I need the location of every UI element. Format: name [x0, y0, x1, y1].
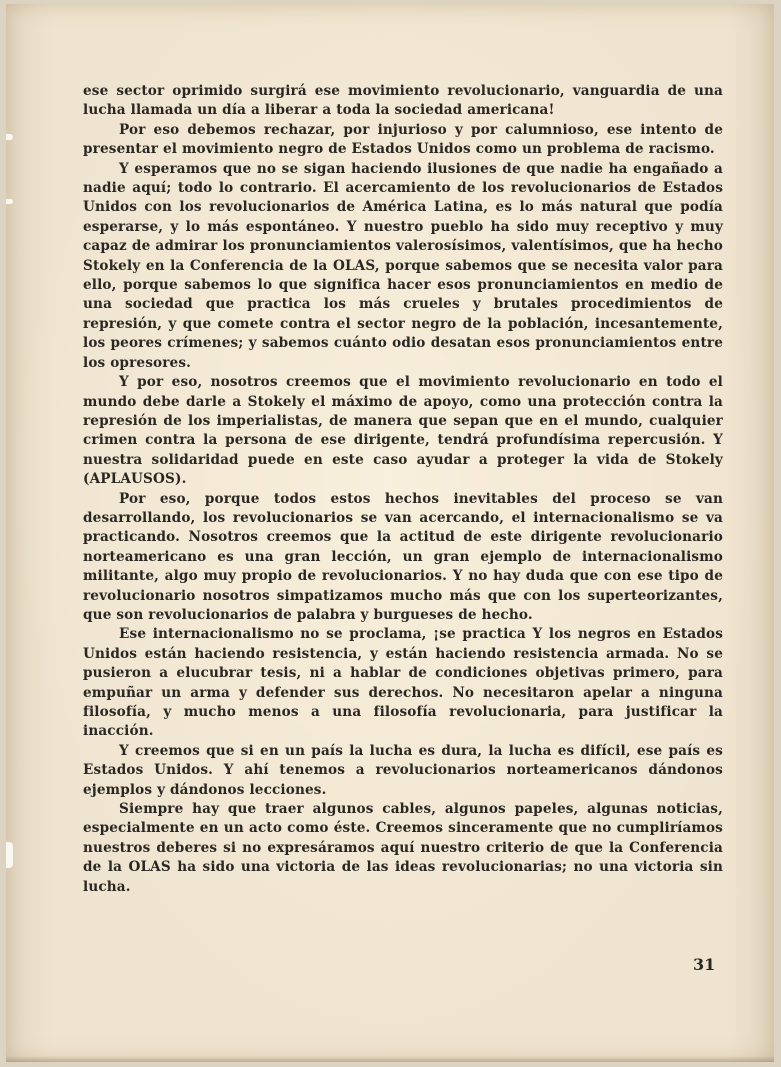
paragraph: Por eso debemos rechazar, por injurioso y por calumnioso, ese intento de presentar el movimiento negro de Estados Unidos como un problema de racismo. [83, 121, 723, 158]
body-text [83, 82, 723, 897]
paragraph: Y esperamos que no se sigan haciendo ilusiones de que nadie ha engañado a nadie aquí; todo lo contrario. El acercamiento de los revolucionarios de Estados Unidos con los revolucionarios de América Latina, es lo más natural que podía esperarse, y lo más espontáneo. Y nuestro pueblo ha sido muy receptivo y muy capaz de admirar los pronunciamientos valerosísimos, valentísimos, que ha hecho Stokely en la Conferencia de la OLAS, porque sabemos que se necesita valor para ello, porque sabemos lo que significa hacer esos pronunciamientos en medio de una sociedad que practica los más crueles y brutales procedimientos de represión, y que comete contra el sector negro de la población, incesantemente, los peores crímenes; y sabemos cuánto odio desatan esos pronunciamientos entre los opresores. [83, 160, 723, 371]
binding-mark [6, 199, 13, 204]
paragraph: Siempre hay que traer algunos cables, algunos papeles, algunas noticias, especialmente en un acto como éste. Creemos sinceramente que no cumpliríamos nuestros deberes si no expresáramos aquí nuestro criterio de que la Conferencia de la OLAS ha sido una victoria de las ideas revolucionarias; no una victoria sin lucha. [83, 801, 723, 895]
page-number: 31 [693, 955, 716, 974]
paragraph: ese sector oprimido surgirá ese movimiento revolucionario, vanguardia de una lucha llamada un día a liberar a toda la sociedad americana! [83, 83, 723, 119]
binding-mark [6, 134, 13, 140]
paragraph: Y creemos que si en un país la lucha es dura, la lucha es difícil, ese país es Estados Unidos. Y ahí tenemos a revolucionarios norteamericanos dándonos ejemplos y dándonos lecciones. [83, 742, 723, 798]
paragraph: Ese internacionalismo no se proclama, ¡se practica Y los negros en Estados Unidos están haciendo resistencia, y están haciendo resistencia armada. No se pusieron a elucubrar tesis, ni a hablar de condiciones objetivas primero, para empuñar un arma y defender sus derechos. No necesitaron apelar a ninguna filosofía, y mucho menos a una filosofía revolucionaria, para justificar la inacción. [83, 626, 723, 740]
binding-mark [6, 842, 13, 868]
paragraph: Y por eso, nosotros creemos que el movimiento revolucionario en todo el mundo debe darle a Stokely el máximo de apoyo, como una protección contra la represión de los imperialistas, de manera que sepan que en el mundo, cualquier crimen contra la persona de ese dirigente, tendrá profundísima repercusión. Y nuestra solidaridad puede en este caso ayudar a proteger la vida de Stokely (APLAUSOS). [83, 374, 723, 488]
page-edge [6, 1056, 774, 1062]
paragraph: Por eso, porque todos estos hechos inevitables del proceso se van desarrollando, los revolucionarios se van acercando, el internacionalismo se va practicando. Nosotros creemos que la actitud de este dirigente revolucionario norteamericano es una gran lección, un gran ejemplo de internacionalismo militante, algo muy propio de revolucionarios. Y no hay duda que con ese tipo de revolucionario nosotros simpatizamos mucho más que con los superteorizantes, que son revolucionarios de palabra y burgueses de hecho. [83, 490, 723, 623]
